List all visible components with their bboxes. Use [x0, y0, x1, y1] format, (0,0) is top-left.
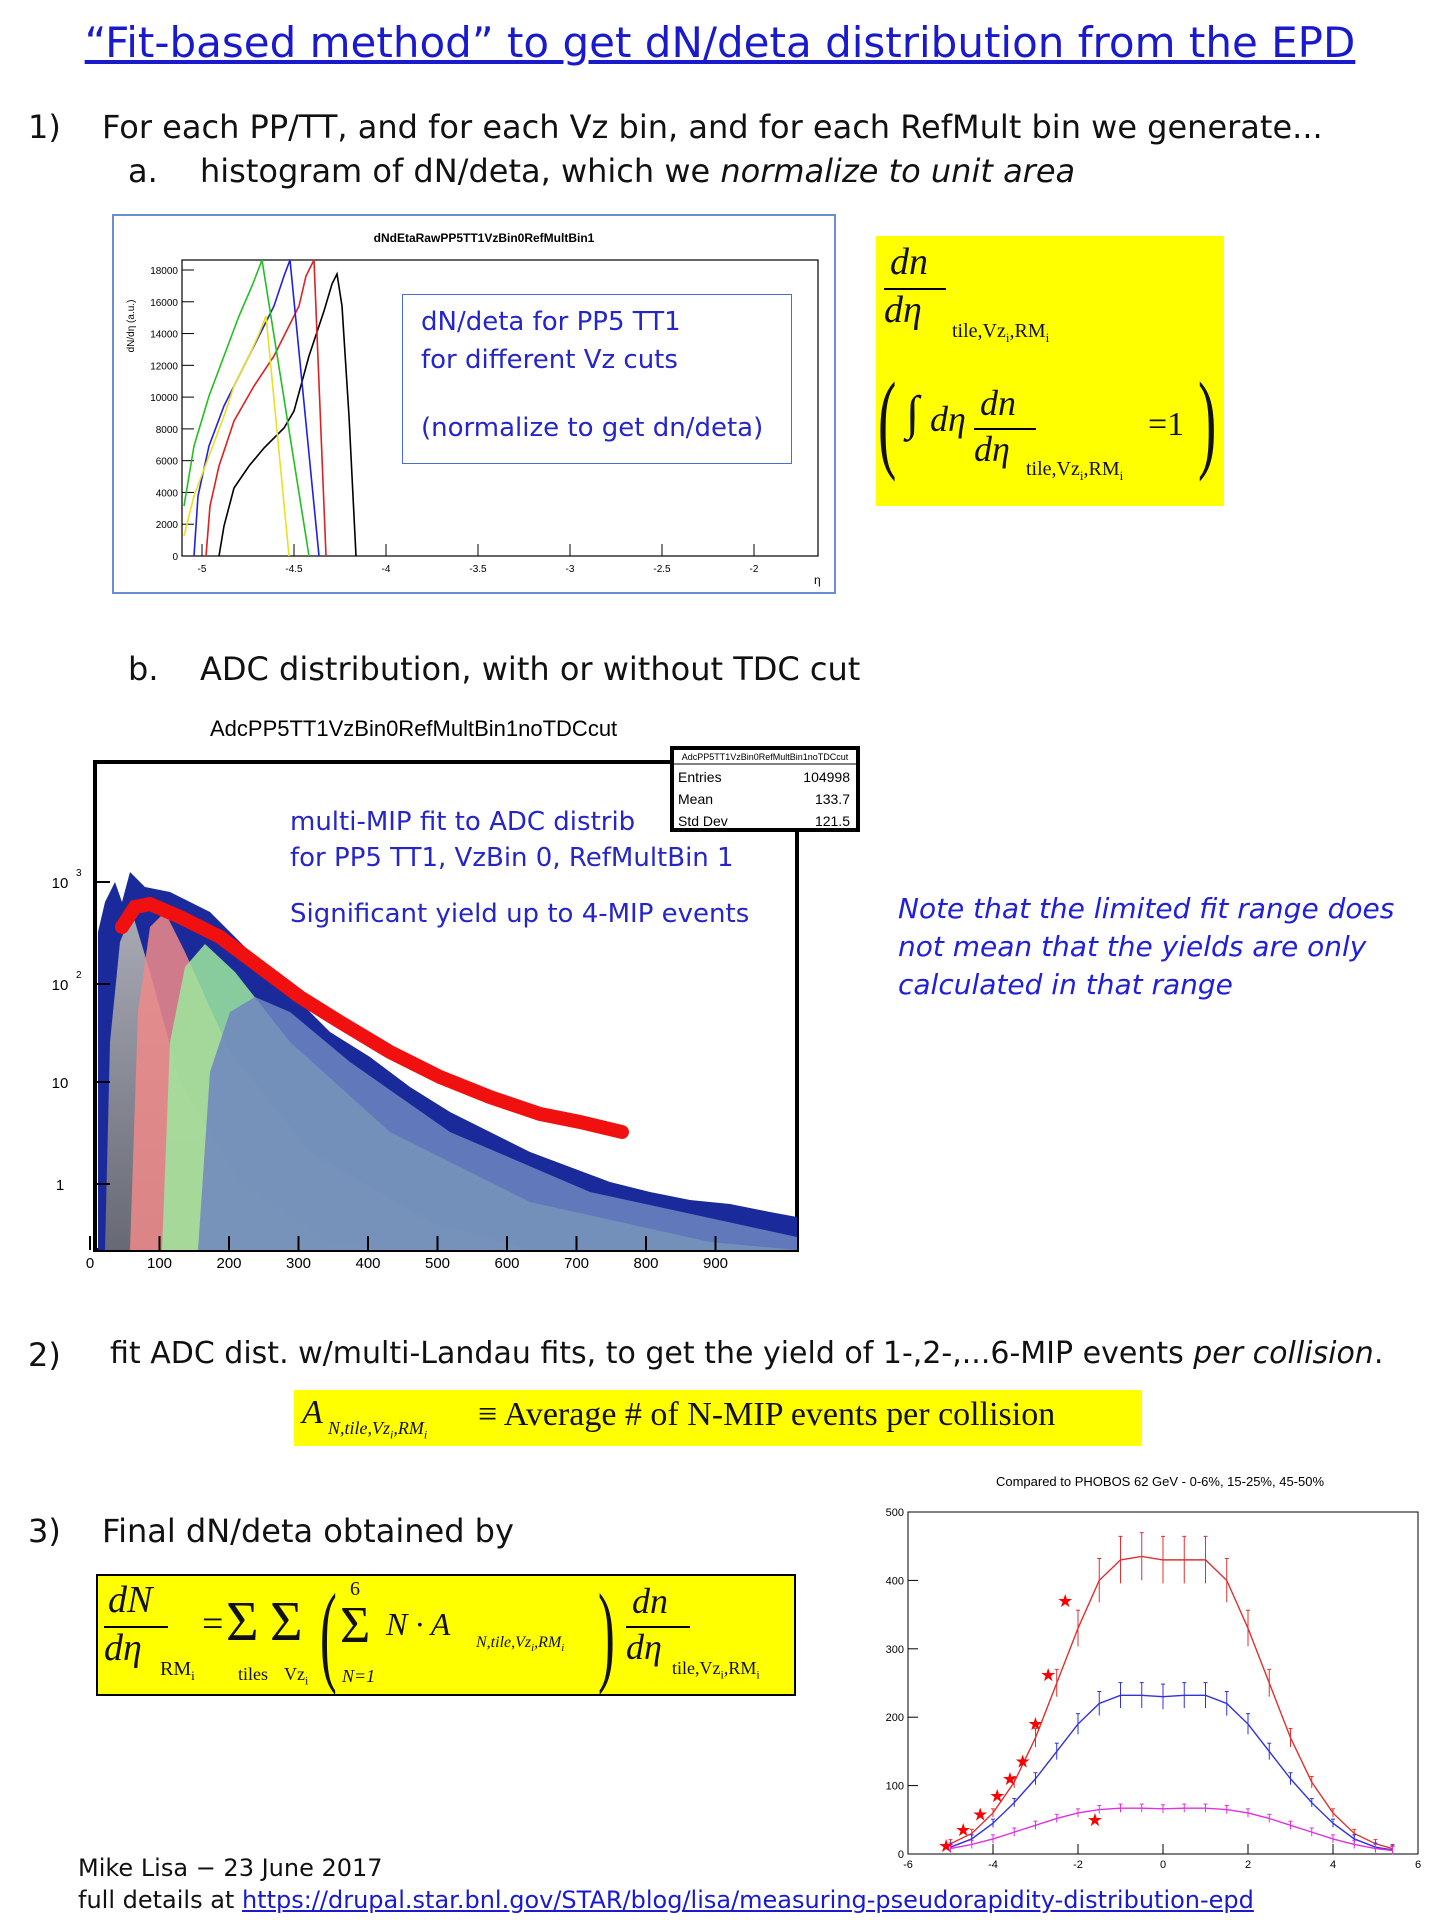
hist-b-ytick-label: 1	[55, 1177, 65, 1194]
hist-a-legend	[402, 294, 792, 464]
eq3-equals: =	[202, 1603, 224, 1645]
eq3-n1: N=1	[342, 1666, 376, 1686]
average-yield-definition	[294, 1390, 1142, 1446]
adc-histogram-panel	[10, 712, 880, 1272]
curve-red-drop	[314, 260, 326, 556]
eq3-deta2: dη	[626, 1627, 662, 1667]
step1b-text: ADC distribution, with or without TDC cut	[200, 650, 861, 688]
eq-norm-sub2: $tile,Vz_i,RM_i$	[1026, 458, 1124, 483]
annot-line1: multi-MIP fit to ADC distrib	[290, 807, 636, 837]
hist-a-ytick-label: 4000	[155, 488, 178, 500]
step1a-text: histogram of dN/deta, which we normalize to unit area	[200, 152, 1076, 190]
chart-ytick-label: 400	[885, 1575, 904, 1588]
stats-label: Std Dev	[678, 813, 728, 829]
hist-b-xtick-label: 500	[424, 1255, 451, 1272]
chart-star-point: ★	[1057, 1590, 1074, 1612]
chart-star-point: ★	[938, 1835, 955, 1857]
chart-xtick-label: -6	[903, 1859, 913, 1871]
step2-text: fit ADC dist. w/multi-Landau fits, to get the yield of 1-,2-,...6-MIP events per collision.	[110, 1336, 1384, 1371]
page-title: “Fit-based method” to get dN/deta distribution from the EPD	[84, 18, 1356, 67]
chart-star-point: ★	[1001, 1768, 1019, 1790]
footer-details: full details at https://drupal.star.bnl.gov/STAR/blog/lisa/measuring-pseudorapidity-distribution-epd	[78, 1886, 1254, 1914]
phobos-comparison-chart	[870, 1470, 1430, 1890]
chart-xtick-label: 2	[1244, 1859, 1252, 1871]
phobos-chart-svg	[870, 1470, 1430, 1890]
eq3-sum-vz: Σ	[270, 1591, 303, 1653]
hist-a-xtick-label: -2.5	[653, 564, 671, 575]
legend-line3: (normalize to get dn/deta)	[421, 413, 764, 443]
hist-a-ytick-label: 6000	[155, 456, 178, 468]
note-line1: Note that the limited fit range does	[898, 892, 1395, 925]
hist-b-title: AdcPP5TT1VzBin0RefMultBin1noTDCcut	[210, 716, 618, 741]
eq2-sub: $N,tile,Vz_i,RM_i$	[328, 1418, 428, 1442]
footer-author: Mike Lisa − 23 June 2017	[78, 1854, 383, 1882]
stats-value: 104998	[803, 769, 850, 785]
chart-ytick-label: 100	[885, 1780, 904, 1793]
hist-b-xtick-label: 700	[563, 1255, 590, 1272]
details-link[interactable]: https://drupal.star.bnl.gov/STAR/blog/lisa/measuring-pseudorapidity-distribution-epd	[241, 1886, 1254, 1914]
eq3-nA-sub: $N,tile,Vz_i,RM_i$	[476, 1634, 565, 1655]
hist-a-ytick-label: 18000	[150, 266, 178, 277]
step2-number: 2)	[28, 1336, 61, 1374]
stats-value: 121.5	[814, 813, 850, 829]
eq3-deta: dη	[104, 1627, 142, 1669]
eq-norm-deta-int: dη	[930, 399, 966, 439]
step1a-label: a.	[128, 152, 158, 190]
legend-line1: dN/deta for PP5 TT1	[421, 307, 681, 337]
eq-norm-deta2: dη	[974, 429, 1010, 469]
eq3-rm: $RM_i$	[160, 1658, 195, 1683]
eq3-dN: dN	[108, 1579, 153, 1621]
step3-text: Final dN/deta obtained by	[102, 1512, 514, 1550]
hist-a-xtick-label: -2	[749, 564, 759, 575]
hist-a-ytick-label: 12000	[150, 361, 178, 373]
stats-label: Entries	[678, 769, 722, 785]
chart-ytick-label: 500	[885, 1507, 904, 1519]
hist-b-xtick-label: 400	[355, 1255, 381, 1272]
step1b-label: b.	[128, 650, 159, 688]
chart-star-point: ★	[989, 1785, 1006, 1807]
eq-norm-integral: ∫	[906, 387, 920, 440]
chart-star-point: ★	[1014, 1751, 1031, 1773]
eq-norm-equals: =1	[1148, 406, 1185, 443]
hist-a-title: dNdEtaRawPP5TT1VzBin0RefMultBin1	[373, 231, 595, 245]
chart-xtick-label: 0	[1159, 1859, 1167, 1871]
chart-xtick-label: -4	[988, 1859, 998, 1871]
hist-b-xtick-label: 300	[285, 1255, 312, 1272]
step1-text: For each PP/TT, and for each Vz bin, and for each RefMult bin we generate...	[102, 108, 1323, 146]
hist-a-ytick-label: 16000	[150, 297, 178, 309]
stats-name: AdcPP5TT1VzBin0RefMultBin1noTDCcut	[681, 752, 849, 762]
hist-a-xtick-label: -4	[381, 564, 391, 575]
eq3-tile-sub: $tile,Vz_i,RM_i$	[672, 1658, 760, 1682]
hist-a-xtick-label: -3.5	[469, 564, 487, 575]
hist-b-ytick-exp: 3	[76, 868, 82, 879]
hist-a-ylabel: dN/dη (a.u.)	[126, 299, 137, 353]
stats-label: Mean	[678, 791, 714, 807]
hist-b-xtick-label: 0	[85, 1255, 95, 1272]
hist-a-ytick-label: 2000	[155, 520, 178, 532]
hist-a-xtick-label: -5	[197, 564, 207, 575]
hist-a-xlabel: η	[814, 573, 821, 587]
stats-value: 133.7	[814, 791, 850, 807]
hist-b-annotation	[290, 804, 749, 932]
eq-norm-deta: dη	[884, 289, 922, 331]
hist-b-ytick-label: 10	[51, 977, 69, 994]
hist-a-ytick-label: 8000	[155, 424, 178, 436]
normalization-equation: dn dη $tile,Vz_i,RM_i$ ( ) ∫ dη dn dη $tile,Vz_i,RM_i$ =1	[876, 236, 1224, 506]
eq3-vz: $Vz_i$	[284, 1664, 309, 1688]
chart-xtick-label: -2	[1073, 1859, 1083, 1871]
hist-a-ytick-label: 0	[172, 552, 178, 563]
curve-red	[206, 260, 314, 556]
step1-number: 1)	[28, 108, 61, 146]
eq2-text: ≡ Average # of N-MIP events per collision	[478, 1396, 1056, 1433]
chart-star-point: ★	[955, 1820, 972, 1842]
eq3-sum-n: Σ	[340, 1597, 371, 1654]
curve-yellow	[184, 316, 266, 536]
eq2-A: A	[302, 1394, 323, 1431]
final-dndeta-equation: dN dη $RM_i$ = Σ tiles Σ $Vz_i$ ( 6 Σ N=1 N · A $N,tile,Vz_i,RM_i$ ) dn dη $tile,Vz_i,RM_i$	[96, 1574, 796, 1696]
dndeta-histogram-panel	[112, 214, 836, 594]
eq3-six: 6	[350, 1578, 360, 1600]
footer	[78, 1852, 1254, 1916]
chart-title: Compared to PHOBOS 62 GeV - 0-6%, 15-25%, 45-50%	[995, 1474, 1325, 1489]
eq-norm-dn2: dn	[980, 383, 1016, 423]
eq3-tiles: tiles	[238, 1664, 268, 1684]
chart-star-point: ★	[1027, 1714, 1044, 1736]
eq3-sum-tiles: Σ	[226, 1591, 259, 1653]
chart-ytick-label: 0	[897, 1849, 904, 1861]
chart-star-point: ★	[1040, 1664, 1057, 1686]
hist-b-xtick-label: 800	[633, 1255, 659, 1272]
chart-xtick-label: 6	[1414, 1859, 1422, 1871]
adc-histogram	[10, 712, 880, 1272]
eq3-nA: N · A	[386, 1606, 451, 1642]
hist-b-ytick-label: 10	[51, 1075, 69, 1092]
curve-green	[184, 260, 262, 506]
hist-b-ytick-exp: 2	[76, 970, 82, 981]
chart-xtick-label: 4	[1329, 1859, 1337, 1871]
fit-range-note	[898, 890, 1394, 1004]
hist-a-ytick-label: 14000	[150, 329, 178, 341]
hist-a-xtick-label: -4.5	[285, 564, 303, 575]
note-line2: not mean that the yields are only	[898, 930, 1367, 963]
hist-b-xtick-label: 200	[216, 1255, 242, 1272]
chart-ytick-label: 300	[885, 1643, 904, 1656]
chart-star-point: ★	[1086, 1809, 1104, 1831]
eq-norm-dn: dn	[890, 241, 928, 283]
hist-b-xtick-label: 600	[494, 1255, 520, 1272]
step3-number: 3)	[28, 1512, 61, 1550]
chart-series-line	[951, 1556, 1393, 1848]
hist-a-xtick-label: -3	[565, 564, 575, 575]
hist-a-ytick-label: 10000	[150, 393, 178, 405]
annot-line2: for PP5 TT1, VzBin 0, RefMultBin 1	[290, 843, 734, 873]
annot-line3: Significant yield up to 4-MIP events	[290, 899, 750, 929]
hist-b-xtick-label: 100	[146, 1255, 173, 1272]
eq3-dn: dn	[632, 1581, 668, 1621]
chart-star-point: ★	[972, 1804, 989, 1826]
hist-b-ytick-label: 10	[51, 875, 69, 892]
curve-yellow-drop	[266, 316, 289, 556]
legend-line2: for different Vz cuts	[421, 345, 678, 375]
eq-norm-sub: $tile,Vz_i,RM_i$	[952, 320, 1050, 345]
chart-ytick-label: 200	[885, 1712, 904, 1725]
hist-b-xtick-label: 900	[702, 1255, 729, 1272]
chart-series-line	[951, 1808, 1393, 1850]
note-line3: calculated in that range	[898, 968, 1233, 1001]
